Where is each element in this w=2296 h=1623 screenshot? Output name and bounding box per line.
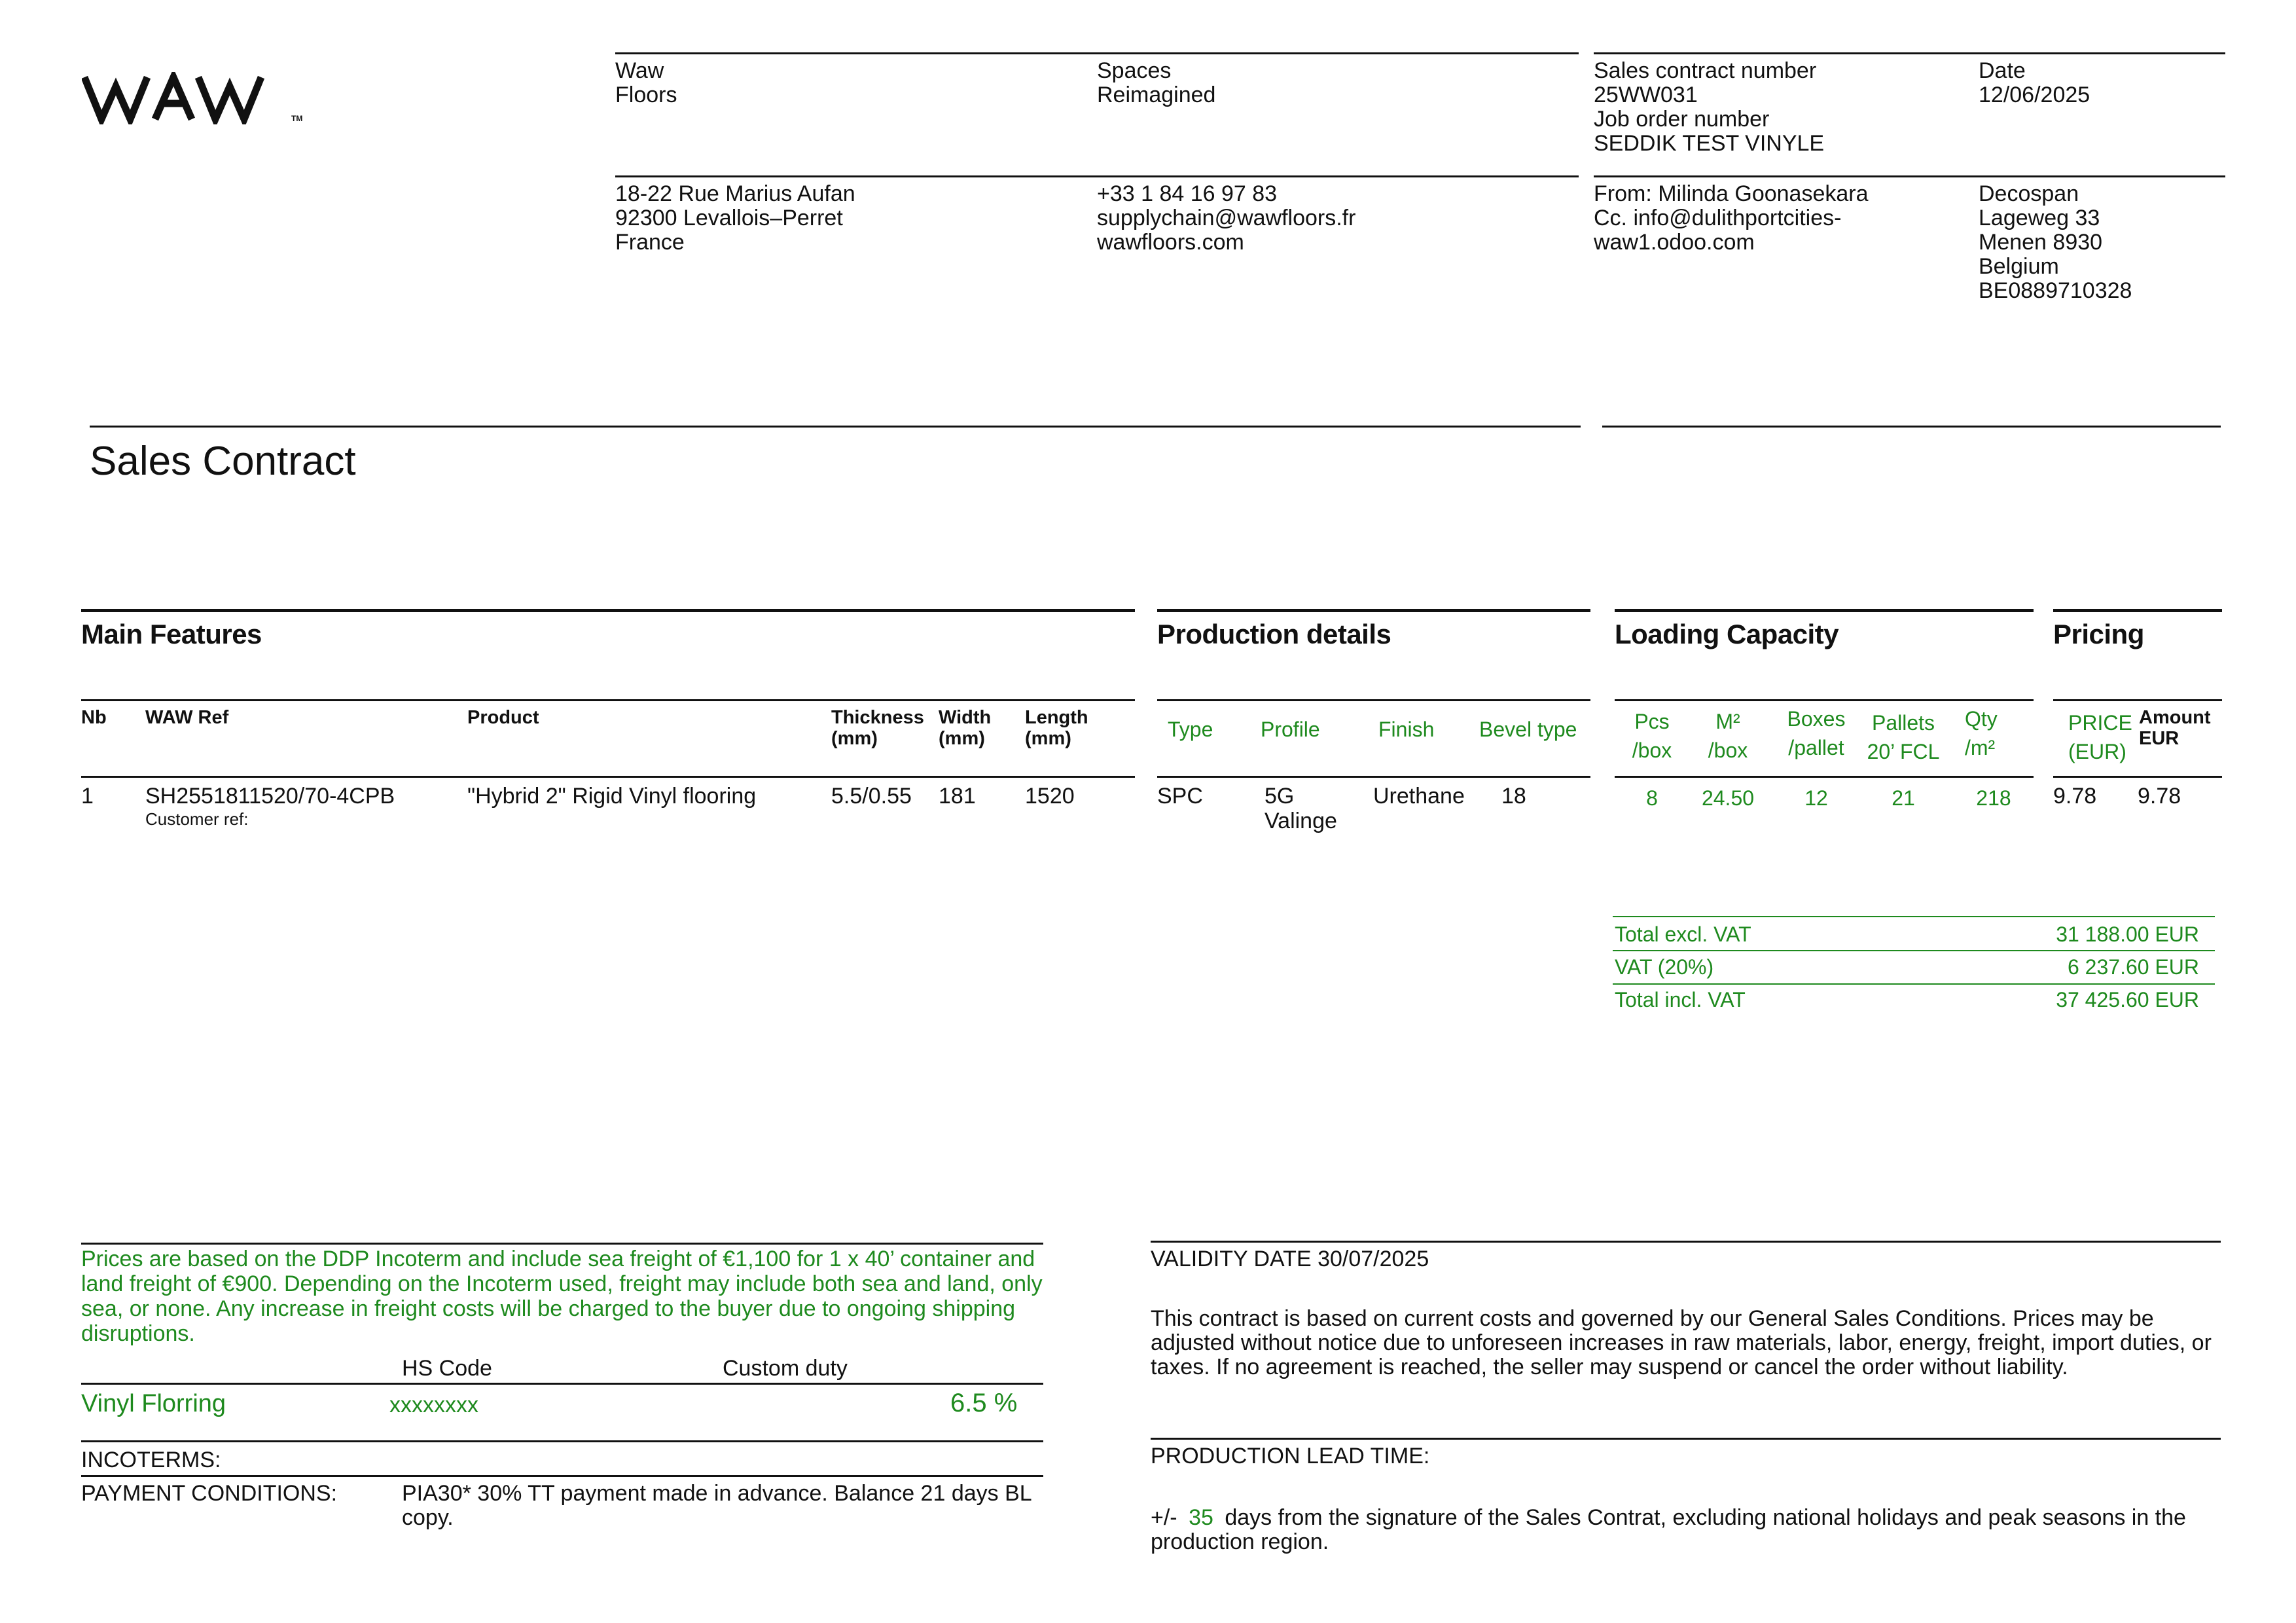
col-header-thickness: Thickness (mm) [831,707,924,749]
contract-date: 12/06/2025 [1979,82,2090,107]
sender-block: From: Milinda Goonasekara Cc. info@dulithportcities- waw1.odoo.com [1594,181,1869,255]
col-header-width: Width (mm) [939,707,992,749]
total-incl-vat-value: 37 425.60 EUR [2056,988,2199,1012]
section-production-details: Production details [1157,619,1391,649]
col-header-qty-m2: Qty /m² [1965,707,1998,759]
client-address: Decospan Lageweg 33 Menen 8930 Belgium BE0889710328 [1979,181,2132,303]
hs-item-name: Vinyl Florring [81,1390,226,1417]
cell-nb: 1 [81,784,94,809]
total-excl-vat-label: Total excl. VAT [1615,922,1751,946]
company-contact: +33 1 84 16 97 83 supplychain@wawfloors.fr wawfloors.com [1097,181,1356,255]
validity-date: VALIDITY DATE 30/07/2025 [1151,1247,1429,1271]
lead-time-text [1151,1506,2224,1554]
company-tagline: Spaces Reimagined [1097,58,1216,107]
lead-time-label: PRODUCTION LEAD TIME: [1151,1444,1430,1468]
incoterms-label: INCOTERMS: [81,1448,221,1472]
col-header-profile: Profile [1261,718,1320,741]
payment-conditions-label: PAYMENT CONDITIONS: [81,1481,338,1506]
cell-thickness: 5.5/0.55 [831,784,912,809]
cell-price: 9.78 [2053,784,2097,809]
hs-code-value: xxxxxxxx [389,1393,478,1417]
cell-finish: Urethane [1373,784,1465,809]
hs-code-label: HS Code [402,1356,492,1381]
job-order-label: Job order number [1594,107,1770,132]
page-title: Sales Contract [90,439,356,484]
cell-qty-m2: 218 [1976,786,2011,810]
trademark-mark: TM [291,114,303,123]
payment-conditions-text: PIA30* 30% TT payment made in advance. Balance 21 days BL copy. [402,1481,1031,1530]
col-header-bevel: Bevel type [1479,718,1577,741]
total-incl-vat-label: Total incl. VAT [1615,988,1746,1012]
col-header-pcs-box: Pcs /box [1632,710,1672,762]
cell-m2-box: 24.50 [1701,786,1755,810]
cell-pcs-box: 8 [1646,786,1658,810]
col-header-price: PRICE (EUR) [2068,711,2132,763]
col-header-nb: Nb [81,707,107,728]
freight-note: Prices are based on the DDP Incoterm and include sea freight of €1,100 for 1 x 40’ container and land freight of €900. Depending on the Incoterm used, freight may include both sea and land, only sea, or none. Any increase in freight costs will be charged to the buyer due to ongoing shipping disruptions. [81,1247,1043,1346]
contract-number-label: Sales contract number [1594,58,1817,83]
lead-time-description: days from the signature of the Sales Contrat, excluding national holidays and peak seasons in the production region. [1151,1505,2186,1554]
cell-boxes-pallet: 12 [1804,786,1828,810]
lead-time-days: 35 [1189,1505,1213,1530]
col-header-m2-box: M² /box [1708,710,1748,762]
cell-bevel: 18 [1501,784,1526,809]
total-excl-vat-value: 31 188.00 EUR [2056,922,2199,946]
col-header-type: Type [1168,718,1213,741]
company-logo [82,72,308,124]
col-header-product: Product [467,707,539,728]
cell-length: 1520 [1025,784,1075,809]
cell-pallets-fcl: 21 [1892,786,1915,810]
col-header-pallets-fcl: Pallets 20’ FCL [1867,711,1940,763]
section-main-features: Main Features [81,619,262,649]
col-header-boxes-pallet: Boxes /pallet [1787,707,1846,759]
col-header-length: Length (mm) [1025,707,1088,749]
lead-time-prefix: +/- [1151,1505,1177,1530]
cell-type: SPC [1157,784,1203,809]
custom-duty-value: 6.5 % [950,1389,1018,1417]
company-name: Waw Floors [615,58,677,107]
section-pricing: Pricing [2053,619,2144,649]
company-address: 18-22 Rue Marius Aufan 92300 Levallois–Perret France [615,181,855,255]
job-order-number: SEDDIK TEST VINYLE [1594,131,1825,156]
vat-label: VAT (20%) [1615,955,1714,979]
vat-value: 6 237.60 EUR [2067,955,2199,979]
section-loading-capacity: Loading Capacity [1615,619,1839,649]
cell-product: "Hybrid 2" Rigid Vinyl flooring [467,784,757,809]
col-header-finish: Finish [1378,718,1435,741]
date-label: Date [1979,58,2026,83]
cell-profile: 5G Valinge [1265,784,1337,833]
cell-amount: 9.78 [2138,784,2181,809]
contract-number: 25WW031 [1594,82,1698,107]
contract-conditions: This contract is based on current costs and governed by our General Sales Conditions. Prices may be adjusted without notice due to unforeseen increases in raw materials, labor, energy, freight, import duties, or taxes. If no agreement is reached, the seller may suspend or cancel the order without liability. [1151,1306,2212,1379]
cell-customer-ref: Customer ref: [145,809,249,829]
cell-width: 181 [939,784,976,809]
custom-duty-label: Custom duty [723,1356,848,1381]
col-header-waw-ref: WAW Ref [145,707,229,728]
col-header-amount: Amount EUR [2139,707,2211,749]
cell-waw-ref: SH2551811520/70-4CPB [145,784,395,809]
